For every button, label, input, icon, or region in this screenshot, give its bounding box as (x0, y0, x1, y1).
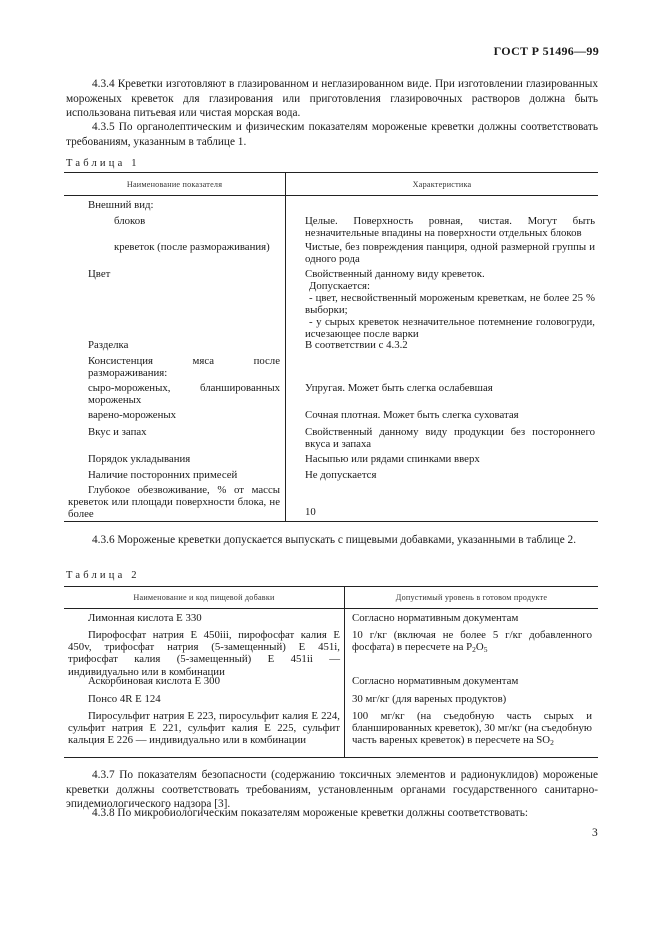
table1-col2-header: Характеристика (412, 180, 472, 189)
table1-row-value: Насыпью или рядами спинками вверх (305, 453, 480, 465)
table1-row-label: Внешний вид: (88, 199, 154, 211)
table2-col-divider (344, 587, 345, 757)
table1-row-value: Не допускается (305, 469, 377, 481)
table1-row-label: Вкус и запах (88, 426, 147, 438)
paragraph-text: 4.3.6 Мороженые креветки допускается выпускать с пищевыми добавками, указанными в таблице 2. (92, 534, 577, 546)
table1-row-value: Сочная плотная. Может быть слегка суховатая (305, 409, 519, 421)
table1-row-label: Порядок укладывания (88, 453, 191, 465)
subscript: 2 (472, 645, 476, 655)
table1-row-value: Свойственный данному виду креветок. (305, 268, 485, 280)
table2-row-label: Понсо 4R Е 124 (88, 693, 161, 705)
table1-row-value: - цвет, несвойственный мороженым креветкам, не более 25 % выборки; (305, 292, 595, 317)
table1-row-label: креветок (после размораживания) (114, 241, 270, 253)
table1-row-value: Чистые, без повреждения панциря, одной размерной группы и одного рода (305, 241, 595, 266)
table2-row-value: 30 мг/кг (для вареных продуктов) (352, 693, 507, 705)
table1 (64, 172, 598, 522)
table1-row-value: Целые. Поверхность ровная, чистая. Могут быть незначительные впадины на поверхности отдельных блоков (305, 215, 595, 240)
table2-row-label: Аскорбиновая кислота Е 300 (88, 675, 220, 687)
paragraph-text: 4.3.7 По показателям безопасности (содержанию токсичных элементов и радионуклидов) мороженые креветки должны соответствовать требованиям, установленным органами государственного санитарно-эпидемиологического надзора [3]. (66, 769, 598, 811)
table2-header-rule (64, 608, 598, 609)
paragraph-4-3-5 (66, 120, 598, 149)
table1-row-label: Цвет (88, 268, 111, 280)
paragraph-4-3-6 (66, 533, 598, 548)
table1-row-value: Свойственный данному виду продукции без постороннего вкуса и запаха (305, 426, 595, 451)
paragraph-text: 4.3.4 Креветки изготовляют в глазированном и неглазированном виде. При изготовлении глазированных мороженых креветок для глазирования или приготовления глазировочных растворов должна быть использована питьевая или чистая морская вода. (66, 78, 598, 120)
table1-row-value: - у сырых креветок незначительное потемнение головогруди, исчезающее после варки (305, 316, 595, 341)
table2-row-value (352, 629, 592, 656)
table1-row-value: Допускается: (309, 280, 371, 292)
table1-row-label: Наличие посторонних примесей (88, 469, 238, 481)
table1-row-label: Глубокое обезвоживание, % от массы креветок или площади поверхности блока, не более (68, 484, 280, 521)
paragraph-text: 4.3.8 По микробиологическим показателям мороженые креветки должны соответствовать: (92, 807, 529, 819)
table1-row-value: Упругая. Может быть слегка ослабевшая (305, 382, 493, 394)
value-text: 10 г/кг (включая не более 5 г/кг добавленного фосфата) в пересчете на P (352, 629, 592, 654)
table1-row-value: 10 (305, 506, 316, 518)
paragraph-4-3-8 (66, 806, 598, 821)
table1-row-label: сыро-мороженых, бланшированных мороженых (88, 382, 280, 407)
table2-row-label: Пиросульфит натрия Е 223, пиросульфит калия Е 224, сульфит натрия Е 221, сульфит калия Е 225, сульфит кальция Е 226 — индивидуально или в комбинации (68, 710, 340, 747)
value-text: 100 мг/кг (на съедобную часть сырых и бланшированных креветок), 30 мг/кг (на съедобную часть вареных креветок) в пересчете на SO (352, 710, 592, 747)
table1-row-value: В соответствии с 4.3.2 (305, 339, 408, 351)
table1-caption: Таблица 1 (66, 158, 140, 169)
table1-col-divider-body (285, 195, 286, 521)
table2-col2-header: Допустимый уровень в готовом продукте (395, 593, 548, 602)
table2-row-value: Согласно нормативным документам (352, 675, 519, 687)
table2 (64, 586, 598, 758)
table2-row-value: Согласно нормативным документам (352, 612, 519, 624)
table1-header-rule (64, 195, 598, 196)
paragraph-text: 4.3.5 По органолептическим и физическим показателям мороженые креветки должны соответствовать требованиям, указанным в таблице 1. (66, 121, 598, 148)
table1-row-label: Консистенция мяса после размораживания: (88, 355, 280, 380)
table2-row-label: Лимонная кислота Е 330 (88, 612, 202, 624)
table1-col1-header: Наименование показателя (126, 180, 223, 189)
value-text: O (475, 641, 484, 654)
table1-row-label: варено-мороженых (88, 409, 177, 421)
page-number: 3 (592, 827, 598, 839)
table2-row-label: Пирофосфат натрия Е 450iii, пирофосфат калия Е 450v, трифосфат натрия (5-замещенный) Е 451i, трифосфат калия (5-замещенный) Е 451ii — индивидуально или в комбинации (68, 629, 340, 678)
paragraph-4-3-4 (66, 77, 598, 121)
table2-caption: Таблица 2 (66, 570, 140, 581)
subscript: 2 (550, 738, 554, 748)
subscript: 5 (483, 645, 488, 655)
table1-row-label: Разделка (88, 339, 129, 351)
document-header: ГОСТ Р 51496—99 (493, 44, 599, 58)
table1-row-label: блоков (114, 215, 146, 227)
table2-row-value (352, 710, 592, 750)
table2-col1-header: Наименование и код пищевой добавки (133, 593, 275, 602)
